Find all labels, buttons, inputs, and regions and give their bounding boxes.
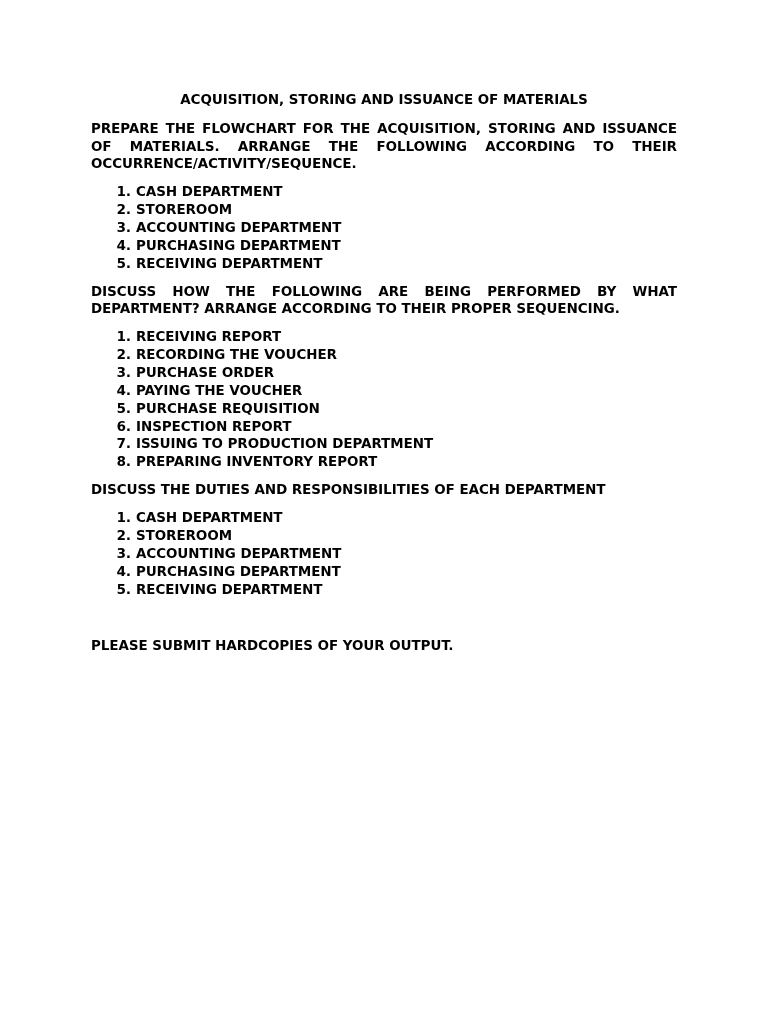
list-item-number: 1. [116, 330, 131, 346]
department-list-2 [91, 510, 677, 600]
document-page [91, 92, 677, 656]
list-item-text: PREPARING INVENTORY REPORT [136, 455, 378, 471]
list-item-number: 5. [116, 401, 131, 417]
list-item-number: 5. [116, 256, 131, 272]
list-item-number: 1. [116, 511, 131, 526]
list-item-number: 1. [116, 185, 131, 201]
list-item [91, 582, 677, 600]
list-item-text: PURCHASING DEPARTMENT [136, 238, 341, 254]
list-item [91, 238, 677, 256]
list-item [91, 546, 677, 564]
activity-list [91, 329, 677, 472]
list-item-number: 4. [116, 383, 131, 399]
list-item [91, 510, 677, 528]
list-item-number: 7. [116, 437, 131, 453]
department-list-1 [91, 184, 677, 274]
closing-note: PLEASE SUBMIT HARDCOPIES OF YOUR OUTPUT. [91, 638, 454, 654]
list-item-text: CASH DEPARTMENT [136, 511, 283, 526]
list-item [91, 347, 677, 365]
list-item-number: 2. [116, 203, 131, 219]
document-title: ACQUISITION, STORING AND ISSUANCE OF MATERIALS [180, 93, 588, 108]
list-item [91, 564, 677, 582]
list-item [91, 436, 677, 454]
instruction-paragraph-2: DISCUSS HOW THE FOLLOWING ARE BEING PERFORMED BY WHAT DEPARTMENT? ARRANGE ACCORDING TO THEIR PROPER SEQUENCING. [91, 284, 677, 318]
list-item [91, 220, 677, 238]
instruction-paragraph-1: PREPARE THE FLOWCHART FOR THE ACQUISITION, STORING AND ISSUANCE OF MATERIALS. ARRANGE THE FOLLOWING ACCORDING TO THEIR OCCURRENCE/ACTIVITY/SEQUENCE. [91, 122, 677, 173]
list-item [91, 419, 677, 437]
list-item [91, 383, 677, 401]
list-item [91, 329, 677, 347]
list-item-text: RECEIVING DEPARTMENT [136, 256, 323, 272]
list-item-number: 2. [116, 528, 131, 544]
list-item-text: RECEIVING REPORT [136, 330, 282, 346]
list-item-text: ACCOUNTING DEPARTMENT [136, 546, 342, 562]
list-item-number: 3. [116, 546, 131, 562]
list-item [91, 401, 677, 419]
list-item-text: PAYING THE VOUCHER [136, 383, 303, 399]
list-item-number: 4. [116, 238, 131, 254]
list-item-number: 5. [116, 582, 131, 598]
list-item-number: 6. [116, 419, 131, 435]
list-item [91, 365, 677, 383]
list-item-number: 8. [116, 455, 131, 471]
list-item-text: INSPECTION REPORT [136, 419, 292, 435]
list-item-text: RECEIVING DEPARTMENT [136, 582, 323, 598]
list-item-text: PURCHASING DEPARTMENT [136, 564, 341, 580]
instruction-paragraph-3: DISCUSS THE DUTIES AND RESPONSIBILITIES OF EACH DEPARTMENT [91, 483, 606, 499]
list-item [91, 528, 677, 546]
list-item-text: STOREROOM [136, 528, 233, 544]
list-item-text: ACCOUNTING DEPARTMENT [136, 220, 342, 236]
list-item-number: 3. [116, 220, 131, 236]
list-item-text: PURCHASE REQUISITION [136, 401, 320, 417]
list-item [91, 202, 677, 220]
list-item-number: 2. [116, 347, 131, 363]
list-item-text: RECORDING THE VOUCHER [136, 347, 337, 363]
list-item-text: CASH DEPARTMENT [136, 185, 283, 201]
list-item-text: ISSUING TO PRODUCTION DEPARTMENT [136, 437, 434, 453]
list-item [91, 184, 677, 202]
list-item [91, 454, 677, 472]
list-item [91, 256, 677, 274]
list-item-number: 4. [116, 564, 131, 580]
list-item-text: STOREROOM [136, 203, 233, 219]
list-item-text: PURCHASE ORDER [136, 365, 275, 381]
list-item-number: 3. [116, 365, 131, 381]
